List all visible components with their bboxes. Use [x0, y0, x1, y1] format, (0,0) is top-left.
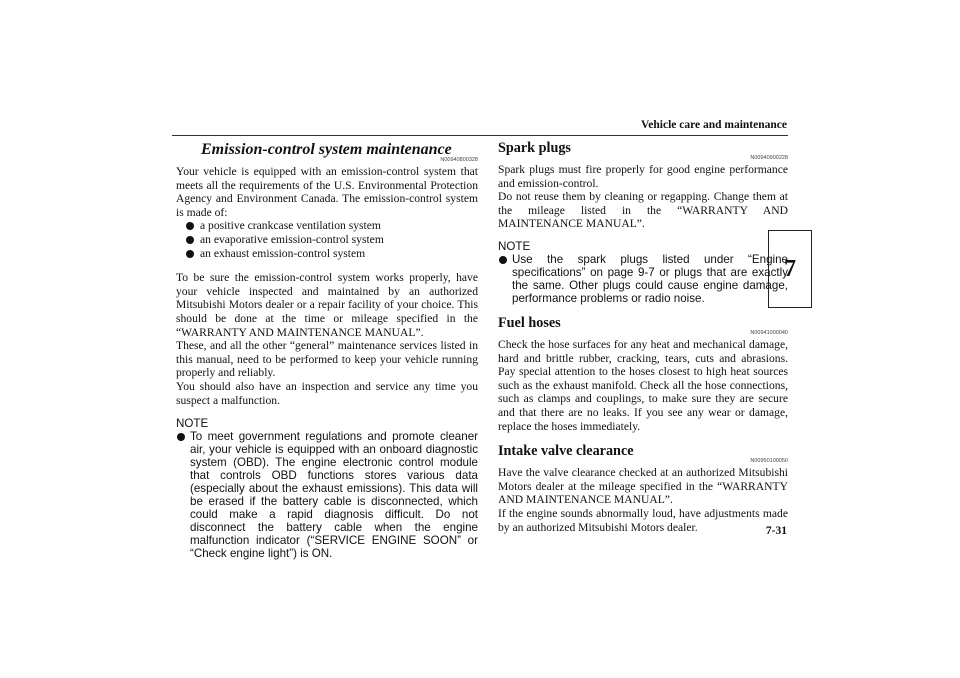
- component-list: [176, 219, 478, 260]
- bullet-icon: [186, 250, 194, 258]
- note-item: Use the spark plugs listed under “Engine specifications” on page 9-7 or plugs that are exactly the same. Other plugs could cause engine damage, performance problems or radio noise.: [498, 253, 788, 305]
- body-paragraph: Do not reuse them by cleaning or regapping. Change them at the mileage listed in the “WARRANTY AND MAINTENANCE MANUAL”.: [498, 190, 788, 231]
- reference-code: N00950100050: [750, 458, 788, 465]
- header-rule: [172, 135, 788, 136]
- note-label: NOTE: [498, 239, 531, 253]
- bullet-icon: [177, 433, 185, 441]
- reference-code: N00940900228: [750, 155, 788, 161]
- body-paragraph: You should also have an inspection and service any time you suspect a malfunction.: [176, 379, 478, 407]
- list-item: an evaporative emission-control system: [176, 233, 478, 247]
- bullet-icon: [186, 222, 194, 230]
- page-title: Emission-control system maintenance: [201, 141, 452, 158]
- list-item: a positive crankcase ventilation system: [176, 219, 478, 233]
- list-item: an exhaust emission-control system: [176, 247, 478, 261]
- body-paragraph: Have the valve clearance checked at an authorized Mitsubishi Motors dealer at the mileage specified in the “WARRANTY AND MAINTENANCE MANUAL”.: [498, 466, 788, 507]
- reference-code: N00940800328: [440, 157, 478, 163]
- bullet-icon: [186, 236, 194, 244]
- reference-code: N00941000040: [750, 329, 788, 336]
- left-column: [176, 140, 478, 560]
- page-number: 7-31: [765, 525, 787, 537]
- note-label: NOTE: [176, 417, 209, 431]
- body-paragraph: These, and all the other “general” maintenance services listed in this manual, need to be performed to keep your vehicle running properly and reliably.: [176, 339, 478, 380]
- section-title-spark-plugs: Spark plugs: [498, 140, 571, 156]
- body-paragraph: Check the hose surfaces for any heat and mechanical damage, hard and brittle rubber, cracking, tears, cuts and abrasions. Pay special attention to the hoses closest to high heat sources such as the exhaust manifold. Check all the hose connections, such as clamps and couplings, to make sure they are secure and that there are no leaks. If you see any wear or damage, replace the hoses immediately.: [498, 337, 788, 433]
- note-item: To meet government regulations and promote cleaner air, your vehicle is equipped with an onboard diagnostic system (OBD). The engine electronic control module that controls OBD functions stores various data (especially about the exhaust emissions). This data will be erased if the battery cable is disconnected, which could make a rapid diagnosis difficult. Do not disconnect the battery cable when the engine malfunction indicator (“SERVICE ENGINE SOON” or “Check engine light”) is ON.: [176, 430, 478, 560]
- section-title-intake-valve: Intake valve clearance: [498, 443, 634, 460]
- note-block: [498, 240, 788, 305]
- intro-paragraph: Your vehicle is equipped with an emission-control system that meets all the requirements of the U.S. Environmental Protection Agency and Environment Canada. The emission-control system is made of:: [176, 165, 478, 219]
- body-paragraph: If the engine sounds abnormally loud, have adjustments made by an authorized Mitsubishi Motors dealer.: [498, 506, 788, 534]
- right-column: [498, 140, 788, 534]
- body-paragraph: To be sure the emission-control system works properly, have your vehicle inspected and maintained by an authorized Mitsubishi Motors dealer or a repair facility of your choice. This should be done at the time or mileage specified in the “WARRANTY AND MAINTENANCE MANUAL”.: [176, 271, 478, 339]
- bullet-icon: [499, 256, 507, 264]
- chapter-tab: 7: [768, 230, 812, 308]
- note-block: [176, 417, 478, 560]
- section-title-fuel-hoses: Fuel hoses: [498, 314, 561, 331]
- body-paragraph: Spark plugs must fire properly for good engine performance and emission-control.: [498, 163, 788, 190]
- section-header: Vehicle care and maintenance: [641, 119, 787, 131]
